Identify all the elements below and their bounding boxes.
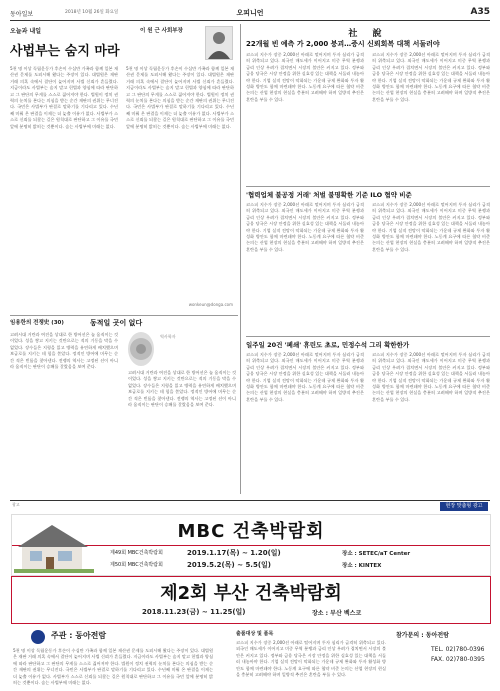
column-title: 사법부는 숨지 마라 bbox=[10, 44, 120, 59]
editorial-headline-2: '협력업체 불공정 거래' 처벌 불명확한 기준 ILO 협약 비준 bbox=[246, 191, 412, 199]
history-illustration bbox=[128, 332, 154, 366]
column-author: 이 원 근 사회부장 bbox=[140, 28, 183, 34]
editorial-body-3a: 코스피 지수가 장중 2,000선 아래로 떨어지며 투자 심리가 급격히 위축되고 있다. 외국인 매도세가 이어지고 미중 무역 분쟁과 금리 인상 우려가 겹치면서 시장의 불안은 커지고 있다. 정부와 금융 당국은 시장 안정을 위한 실효성 있는 대책을 서둘러 내놓아야 한다. 기업 실적 전망이 악화되는 가운데 규제 완화와 투자 활성화 방안도 함께 마련돼야 한다. 노동계 요구에 따른 협약 비준 논의는 산업 현장의 현실을 충분히 고려해야 하며 일방적 추진은 혼란을 부를 수 있다. bbox=[246, 352, 364, 402]
ad-footer bbox=[11, 626, 489, 686]
issue-date: 2018년 10월 26일 화요일 bbox=[65, 10, 119, 15]
host-note: 5천 명 이상 독립운동가 후손이 수십만 가족과 함께 일본 재산권 문제를 도외시해 왔다는 주장이 있다. 대법원은 재판 거래 의혹 속에서 결단이 늦어지며 사법 신뢰가 흔들렸다. 지금이라도 사법부는 숨지 말고 헌법과 양심에 따라 판단하고 그 판단의 무게를 스스로 짊어져야 한다. 법원이 정치 권력의 눈치를 본다는 의심을 받는 순간 재판의 권위는 무너진다. 국민은 사법부가 판결로 말하기를 기다리고 있다. 수년째 미뤄 온 판결을 이제는 더 늦출 이유가 없다. 사법부가 스스로 신뢰를 되찾는 길은 원칙대로 판단하고 그 이유를 국민 앞에 분명히 밝히는 것뿐이다. 숨는 사법부에 미래는 없다. bbox=[13, 648, 213, 686]
history-photo-caption: 역사학자 bbox=[160, 334, 176, 339]
ad-label: 광고 bbox=[12, 502, 20, 507]
expo-row2-place: 장소 : KINTEX bbox=[342, 563, 382, 569]
host-logo-icon bbox=[31, 630, 45, 644]
contact-tel: TEL. 02)780-0396 bbox=[431, 646, 485, 653]
ad-separator bbox=[10, 500, 490, 501]
editorial-label: 社 說 bbox=[348, 29, 388, 39]
column-email: wonkeun@donga.com bbox=[188, 302, 233, 307]
history-body-1: 고려시대 거란과 여진을 상대로 한 방어선은 늘 움직이는 것이었다. 성을 쌓고 지키는 것만으로는 적의 기동을 막을 수 없었다. 장수들은 지형을 읽고 병력을 유연하게 배치했으며 보급로를 지키는 데 힘을 쏟았다. 정적인 방어에 머무는 순간 적은 빈틈을 찾아낸다. 전쟁의 역사는 고정된 선이 아니라 움직이는 판단이 승패를 갈랐음을 보여 준다. bbox=[10, 332, 118, 370]
contact-fax: FAX. 02)780-0395 bbox=[431, 656, 485, 663]
expo-row1-place: 장소 : SETEC/aT Center bbox=[342, 551, 411, 557]
ad-tag: 현장 맞춤형 광고 bbox=[440, 502, 488, 511]
expo-busan-place: 장소 : 부산 벡스코 bbox=[312, 610, 362, 617]
section-title: 오피니언 bbox=[236, 9, 264, 17]
editorial-body-2b: 코스피 지수가 장중 2,000선 아래로 떨어지며 투자 심리가 급격히 위축되고 있다. 외국인 매도세가 이어지고 미중 무역 분쟁과 금리 인상 우려가 겹치면서 시장의 불안은 커지고 있다. 정부와 금융 당국은 시장 안정을 위한 실효성 있는 대책을 서둘러 내놓아야 한다. 기업 실적 전망이 악화되는 가운데 규제 완화와 투자 활성화 방안도 함께 마련돼야 한다. 노동계 요구에 따른 협약 비준 논의는 산업 현장의 현실을 충분히 고려해야 하며 일방적 추진은 혼란을 부를 수 있다. bbox=[372, 202, 490, 252]
history-title: 동적일 곳이 없다 bbox=[90, 319, 143, 327]
expo-busan-date: 2018.11.23(금) ~ 11.25(일) bbox=[142, 608, 246, 616]
expo-mbc-title: MBC 건축박람회 bbox=[177, 521, 325, 542]
newspaper-name: 동아일보 bbox=[10, 11, 34, 18]
expo-row2-date: 2019.5.2(목) ~ 5.5(일) bbox=[187, 561, 272, 569]
expo-row2-name: 제50회 MBC건축박람회 bbox=[110, 562, 163, 568]
expo-banner-mbc bbox=[11, 514, 491, 576]
expo-busan-title: 제2회 부산 건축박람회 bbox=[160, 583, 342, 604]
editorial-rule-2 bbox=[246, 336, 490, 337]
inquiry-text: 코스피 지수가 장중 2,000선 아래로 떨어지며 투자 심리가 급격히 위축되고 있다. 외국인 매도세가 이어지고 미중 무역 분쟁과 금리 인상 우려가 겹치면서 시장의 불안은 커지고 있다. 정부와 금융 당국은 시장 안정을 위한 실효성 있는 대책을 서둘러 내놓아야 한다. 기업 실적 전망이 악화되는 가운데 규제 완화와 투자 활성화 방안도 함께 마련돼야 한다. 노동계 요구에 따른 협약 비준 논의는 산업 현장의 현실을 충분히 고려해야 하며 일방적 추진은 혼란을 부를 수 있다. bbox=[236, 640, 386, 678]
column-body-1: 5천 명 이상 독립운동가 후손이 수십만 가족과 함께 일본 재산권 문제를 도외시해 왔다는 주장이 있다. 대법원은 재판 거래 의혹 속에서 결단이 늦어지며 사법 신뢰가 흔들렸다. 지금이라도 사법부는 숨지 말고 헌법과 양심에 따라 판단하고 그 판단의 무게를 스스로 짊어져야 한다. 법원이 정치 권력의 눈치를 본다는 의심을 받는 순간 재판의 권위는 무너진다. 국민은 사법부가 판결로 말하기를 기다리고 있다. 수년째 미뤄 온 판결을 이제는 더 늦출 이유가 없다. 사법부가 스스로 신뢰를 되찾는 길은 원칙대로 판단하고 그 이유를 국민 앞에 분명히 밝히는 것뿐이다. 숨는 사법부에 미래는 없다. bbox=[10, 66, 118, 129]
history-author: 임용한의 전쟁史 (30) bbox=[10, 320, 64, 326]
column-heading: 오늘과 내일 bbox=[10, 28, 42, 35]
editorial-headline-3: 일주일 20건 '폐쇄' 휴린도 초로, 민정수석 그리 확한한가 bbox=[246, 341, 410, 349]
editorial-body-1b: 코스피 지수가 장중 2,000선 아래로 떨어지며 투자 심리가 급격히 위축되고 있다. 외국인 매도세가 이어지고 미중 무역 분쟁과 금리 인상 우려가 겹치면서 시장의 불안은 커지고 있다. 정부와 금융 당국은 시장 안정을 위한 실효성 있는 대책을 서둘러 내놓아야 한다. 기업 실적 전망이 악화되는 가운데 규제 완화와 투자 활성화 방안도 함께 마련돼야 한다. 노동계 요구에 따른 협약 비준 논의는 산업 현장의 현실을 충분히 고려해야 하며 일방적 추진은 혼란을 부를 수 있다. bbox=[372, 52, 490, 102]
column-divider bbox=[240, 24, 241, 494]
editorial-body-3b: 코스피 지수가 장중 2,000선 아래로 떨어지며 투자 심리가 급격히 위축되고 있다. 외국인 매도세가 이어지고 미중 무역 분쟁과 금리 인상 우려가 겹치면서 시장의 불안은 커지고 있다. 정부와 금융 당국은 시장 안정을 위한 실효성 있는 대책을 서둘러 내놓아야 한다. 기업 실적 전망이 악화되는 가운데 규제 완화와 투자 활성화 방안도 함께 마련돼야 한다. 노동계 요구에 따른 협약 비준 논의는 산업 현장의 현실을 충분히 고려해야 하며 일방적 추진은 혼란을 부를 수 있다. bbox=[372, 352, 490, 402]
expo-row1-name: 제49회 MBC건축박람회 bbox=[110, 550, 163, 556]
expo-row1-date: 2019.1.17(목) ~ 1.20(일) bbox=[187, 549, 281, 557]
author-photo bbox=[205, 26, 233, 60]
editorial-rule-1 bbox=[246, 186, 490, 187]
left-column bbox=[10, 26, 235, 311]
house-illustration bbox=[14, 519, 94, 573]
expo-banner-busan bbox=[11, 576, 491, 624]
contact-label: 참가문의 : 동아전람 bbox=[396, 632, 449, 639]
editorial-body-2a: 코스피 지수가 장중 2,000선 아래로 떨어지며 투자 심리가 급격히 위축되고 있다. 외국인 매도세가 이어지고 미중 무역 분쟁과 금리 인상 우려가 겹치면서 시장의 불안은 커지고 있다. 정부와 금융 당국은 시장 안정을 위한 실효성 있는 대책을 서둘러 내놓아야 한다. 기업 실적 전망이 악화되는 가운데 규제 완화와 투자 활성화 방안도 함께 마련돼야 한다. 노동계 요구에 따른 협약 비준 논의는 산업 현장의 현실을 충분히 고려해야 하며 일방적 추진은 혼란을 부를 수 있다. bbox=[246, 202, 364, 252]
left-section-rule bbox=[10, 315, 238, 316]
history-column bbox=[10, 318, 238, 498]
column-body-2: 5천 명 이상 독립운동가 후손이 수십만 가족과 함께 일본 재산권 문제를 도외시해 왔다는 주장이 있다. 대법원은 재판 거래 의혹 속에서 결단이 늦어지며 사법 신뢰가 흔들렸다. 지금이라도 사법부는 숨지 말고 헌법과 양심에 따라 판단하고 그 판단의 무게를 스스로 짊어져야 한다. 법원이 정치 권력의 눈치를 본다는 의심을 받는 순간 재판의 권위는 무너진다. 국민은 사법부가 판결로 말하기를 기다리고 있다. 수년째 미뤄 온 판결을 이제는 더 늦출 이유가 없다. 사법부가 스스로 신뢰를 되찾는 길은 원칙대로 판단하고 그 이유를 국민 앞에 분명히 밝히는 것뿐이다. 숨는 사법부에 미래는 없다. bbox=[126, 66, 234, 129]
editorial-headline-1: 22개월 빈 예측 가 2,000 붕괴…증시 신뢰회복 대책 서둘러야 bbox=[246, 40, 440, 48]
history-body-2: 고려시대 거란과 여진을 상대로 한 방어선은 늘 움직이는 것이었다. 성을 쌓고 지키는 것만으로는 적의 기동을 막을 수 없었다. 장수들은 지형을 읽고 병력을 유연하게 배치했으며 보급로를 지키는 데 힘을 쏟았다. 정적인 방어에 머무는 순간 적은 빈틈을 찾아낸다. 전쟁의 역사는 고정된 선이 아니라 움직이는 판단이 승패를 갈랐음을 보여 준다. bbox=[128, 370, 236, 408]
host-label: 주관 : 동아전람 bbox=[51, 631, 107, 640]
inquiry-label: 출품대상 및 품목 bbox=[236, 631, 274, 637]
editorial-body-1a: 코스피 지수가 장중 2,000선 아래로 떨어지며 투자 심리가 급격히 위축되고 있다. 외국인 매도세가 이어지고 미중 무역 분쟁과 금리 인상 우려가 겹치면서 시장의 불안은 커지고 있다. 정부와 금융 당국은 시장 안정을 위한 실효성 있는 대책을 서둘러 내놓아야 한다. 기업 실적 전망이 악화되는 가운데 규제 완화와 투자 활성화 방안도 함께 마련돼야 한다. 노동계 요구에 따른 협약 비준 논의는 산업 현장의 현실을 충분히 고려해야 하며 일방적 추진은 혼란을 부를 수 있다. bbox=[246, 52, 364, 102]
editorial-column bbox=[246, 26, 490, 496]
page-number: A35 bbox=[470, 7, 490, 17]
